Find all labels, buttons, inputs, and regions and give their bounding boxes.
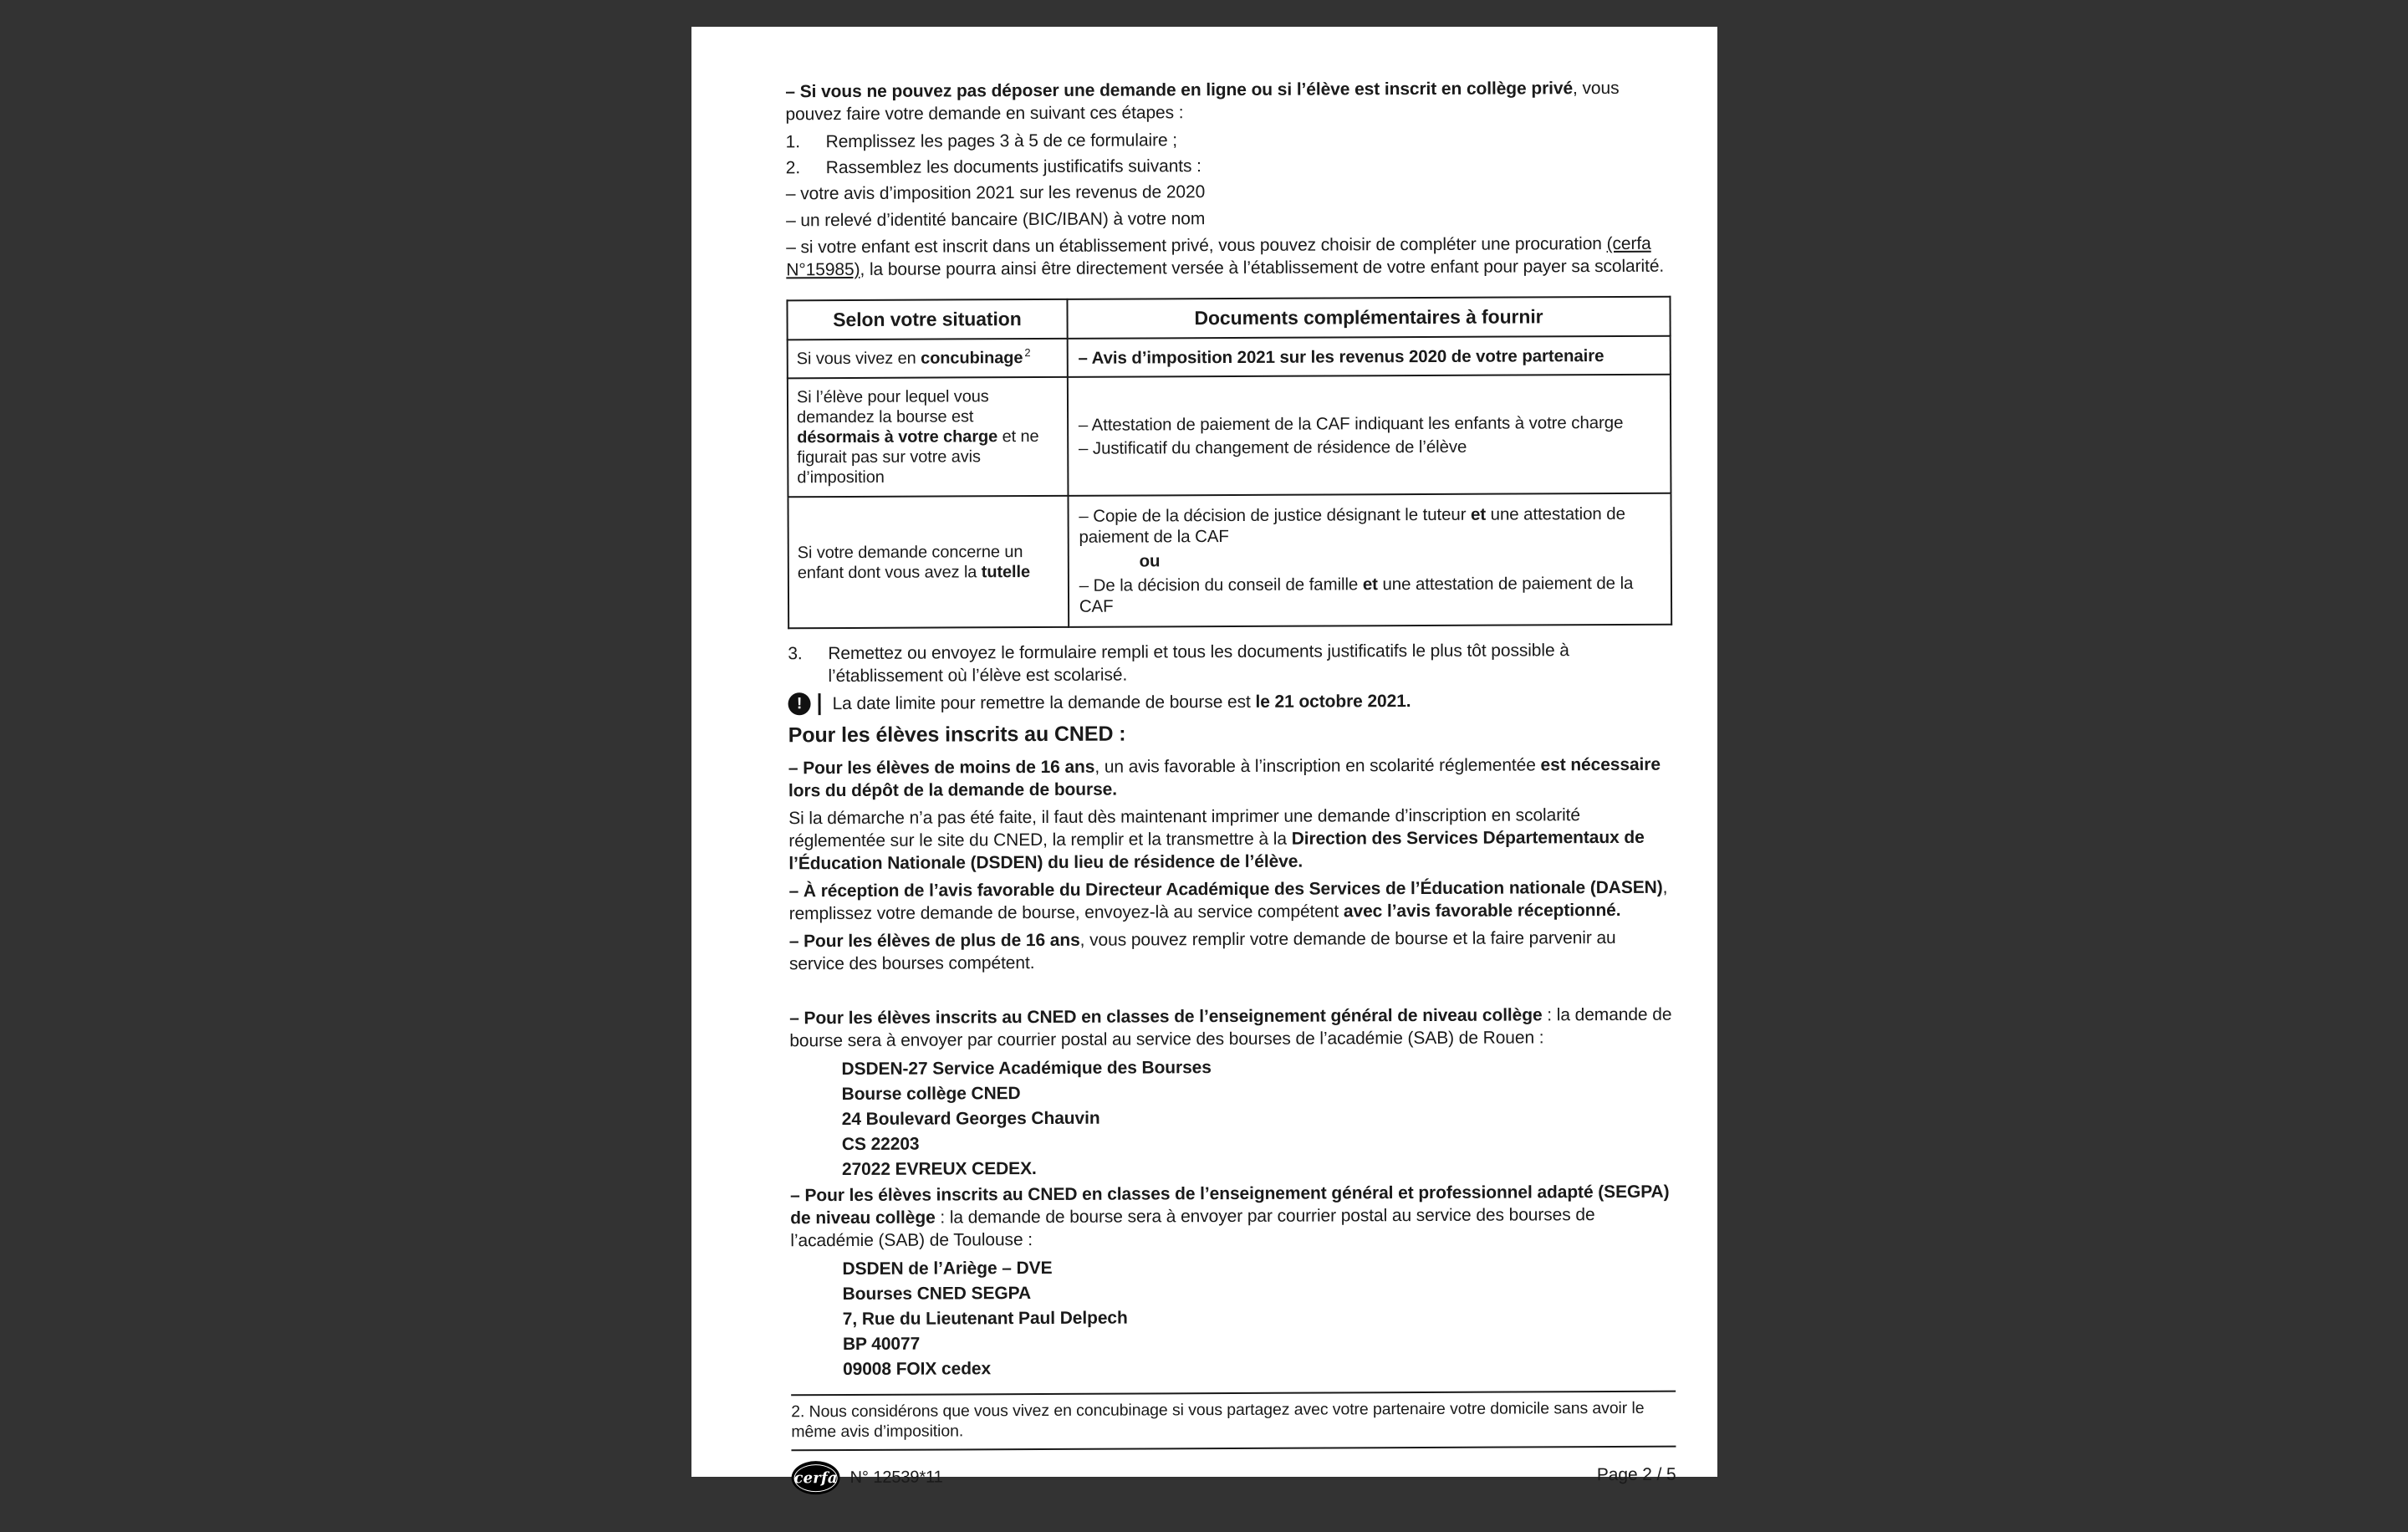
step-text: Remplissez les pages 3 à 5 de ce formulaire ; [825,130,1177,152]
address-line: BP 40077 [842,1334,920,1355]
page-footer [791,1458,1676,1495]
address-line: 24 Boulevard Georges Chauvin [841,1108,1100,1130]
documents-cell: – Copie de la décision de justice désignant le tuteur et une attestation de paiement de la CAF ou – De la décision du conseil de famille et une attestation de paiement de la CAF [1068,493,1671,627]
intro-paragraph [785,77,1670,126]
documents-cell: – Avis d’imposition 2021 sur les revenus 2020 de votre partenaire [1067,336,1670,377]
form-number: N° 12539*11 [849,1468,943,1487]
table-row [787,375,1671,498]
document-bullet-1: – votre avis d’imposition 2021 sur les revenus de 2020 [785,182,1205,204]
step-item-1 [785,127,1670,154]
address-line: DSDEN de l’Ariège – DVE [841,1258,1053,1279]
toulouse-address-block [842,1254,1676,1382]
step-text: Remettez ou envoyez le formulaire rempli et tous les documents justificatifs le plus tôt possible à l’établissement où l’élève est scolarisé. [827,641,1569,687]
cned-paragraph-dasen: – À réception de l’avis favorable du Directeur Académique des Services de l’Éducation nationale (DASEN), remplissez votre demande de bourse, envoyez-là au service compétent avec l’avis favorable réceptionné. [788,877,1667,924]
address-line: Bourse collège CNED [841,1084,1021,1105]
address-line: 7, Rue du Lieutenant Paul Delpech [842,1308,1128,1330]
step-number: 1. [785,132,800,152]
cned-section-heading: Pour les élèves inscrits au CNED : [788,722,1126,748]
rouen-paragraph: – Pour les élèves inscrits au CNED en classes de l’enseignement général de niveau collège : la demande de bourse sera à envoyer par courrier postal au service des bourses de l’académie (SAB) de Rouen : [788,1004,1671,1051]
toulouse-paragraph: – Pour les élèves inscrits au CNED en classes de l’enseignement général et professionnel adapté (SEGPA) de niveau collège : la demande de bourse sera à envoyer par courrier postal au service des bourses de l’académie (SAB) de Toulouse : [789,1182,1670,1251]
step-text: Rassemblez les documents justificatifs suivants : [825,156,1201,178]
page-content [785,77,1676,1495]
cned-paragraph-over16: – Pour les élèves de plus de 16 ans, vous pouvez remplir votre demande de bourse et la faire parvenir au service des bourses compétent. [788,927,1616,974]
address-line: Bourses CNED SEGPA [842,1284,1031,1305]
column-header-documents: Documents complémentaires à fournir [1067,297,1670,339]
table-row [787,336,1670,379]
address-line: 09008 FOIX cedex [842,1359,991,1380]
address-line: DSDEN-27 Service Académique des Bourses [840,1058,1212,1080]
intro-lead-rest: , vous pouvez faire votre demande en suivant ces étapes : [784,78,1620,125]
rouen-address-block [841,1054,1675,1182]
address-line: CS 22203 [841,1134,920,1155]
cned-paragraph-procedure: Si la démarche n’a pas été faite, il faut dès maintenant imprimer une demande d’inscription en scolarité réglementée sur le site du CNED, la remplir et la transmettre à la Direction des Services Départementaux de l’Éducation Nationale (DSDEN) du lieu de résidence de l’élève. [788,805,1645,874]
divider-bar [818,693,820,715]
column-header-situation: Selon votre situation [787,299,1067,340]
deadline-text: La date limite pour remettre la demande de bourse est le 21 octobre 2021. [832,692,1411,714]
document-bullet-3 [786,232,1671,282]
page-number: Page 2 / 5 [1596,1464,1676,1484]
documents-cell: – Attestation de paiement de la CAF indiquant les enfants à votre charge – Justificatif du changement de résidence de l’élève [1067,375,1671,496]
cerfa-form-reference: (cerfa N°15985) [785,233,1651,280]
situation-documents-table [786,296,1672,630]
cned-paragraph-under16: – Pour les élèves de moins de 16 ans, un avis favorable à l’inscription en scolarité réglementée est nécessaire lors du dépôt de la demande de bourse. [788,754,1661,801]
cerfa-logo: cerfa [791,1461,839,1494]
document-page [691,27,1717,1487]
step-number: 2. [785,158,800,178]
footnote-marker: 2 [1023,346,1031,360]
address-line: 27022 EVREUX CEDEX. [841,1159,1037,1180]
situation-cell: Si votre demande concerne un enfant dont vous avez la tutelle [788,496,1068,628]
or-separator: ou [1139,551,1160,571]
situation-cell: Si vous vivez en concubinage $^2$ [787,339,1067,378]
bullet-text: – si votre enfant est inscrit dans un établissement privé, vous pouvez choisir de compléter une procuration [785,234,1607,258]
bullet-text: , la bourse pourra ainsi être directement versée à l’établissement de votre enfant pour payer sa scolarité. [859,256,1664,279]
footnote: 2. Nous considérons que vous vivez en concubinage si vous partagez avec votre partenaire votre domicile sans avoir le même avis d’imposition. [791,1391,1676,1452]
deadline-notice [788,689,1672,716]
exclamation-icon: ! [788,692,810,715]
table-header-row [787,297,1670,340]
step-number: 3. [787,644,803,664]
step-item-2 [785,153,1670,180]
table-row [788,493,1671,629]
document-bullet-2: – un relevé d’identité bancaire (BIC/IBAN) à votre nom [785,209,1205,231]
step-item-3 [788,639,1672,688]
intro-lead-bold: – Si vous ne pouvez pas déposer une demande en ligne ou si l’élève est inscrit en collège privé [784,79,1573,102]
situation-cell: Si l’élève pour lequel vous demandez la bourse est désormais à votre charge et ne figurait pas sur votre avis d’imposition [787,377,1067,497]
